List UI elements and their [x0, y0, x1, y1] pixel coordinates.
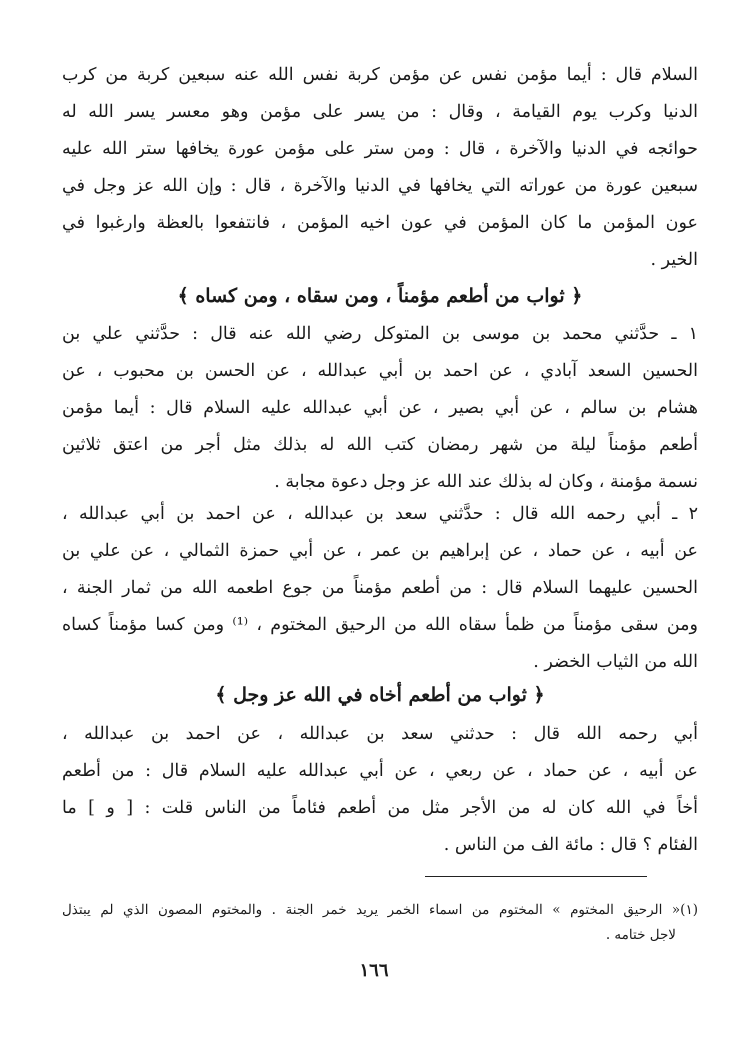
- text-line: سبعين عورة من عوراته التي يخافها في الدنيا والآخرة ، قال : وإن الله عز وجل في: [62, 176, 698, 196]
- text-line: الخير .: [650, 250, 698, 270]
- text-line: الحسين عليهما السلام قال : من أطعم مؤمناً من جوع اطعمه الله من ثمار الجنة ،: [62, 578, 698, 598]
- text-line: حوائجه في الدنيا والآخرة ، قال : ومن ستر على مؤمن عورة يخافها ستر الله عليه: [62, 139, 698, 159]
- text-line: عن أبيه ، عن حماد ، عن إبراهيم بن عمر ، عن أبي حمزة الثمالي ، عن علي بن: [62, 541, 698, 561]
- footnote-line: لاجل ختامه .: [605, 927, 676, 943]
- text-line: عون المؤمن ما كان المؤمن في عون اخيه المؤمن ، فانتفعوا بالعظة وارغبوا في: [62, 213, 698, 233]
- footnote-line: (١)« الرحيق المختوم » المختوم من اسماء الخمر يريد خمر الجنة . والمختوم المصون الذي لم يبتذل: [62, 902, 698, 918]
- text-line: أطعم مؤمناً ليلة من شهر رمضان كتب الله له بذلك مثل أجر من اعتق ثلاثين: [62, 435, 698, 455]
- text-line: ٢ ـ أبي رحمه الله قال : حدَّثني سعد بن عبدالله ، عن احمد بن أبي عبدالله ،: [62, 504, 698, 524]
- section-heading-brother: ﴿ ثواب من أطعم أخاه في الله عز وجل ﴾: [215, 684, 545, 706]
- hadith-1: [62, 316, 698, 501]
- text-line: ١ ـ حدَّثني محمد بن موسى بن المتوكل رضي الله عنه قال : حدَّثني علي بن: [62, 324, 698, 344]
- text-line: الدنيا وكرب يوم القيامة ، وقال : من يسر على مؤمن وهو معسر يسر الله له: [62, 102, 698, 122]
- footnote: [62, 898, 698, 948]
- footnote-divider: [425, 876, 647, 877]
- text-line: ومن سقى مؤمناً من ظمأ سقاه الله من الرحيق المختوم ، ⁽¹⁾ ومن كسا مؤمناً كساه: [62, 615, 698, 635]
- text-line: الله من الثياب الخضر .: [533, 652, 698, 672]
- text-line: السلام قال : أيما مؤمن نفس عن مؤمن كربة نفس الله عنه سبعين كربة من كرب: [62, 65, 698, 85]
- section-heading-feeding: ﴿ ثواب من أطعم مؤمناً ، ومن سقاه ، ومن كساه ﴾: [177, 285, 583, 307]
- text-line: نسمة مؤمنة ، وكان له بذلك عند الله عز وجل دعوة مجابة .: [274, 472, 698, 492]
- paragraph-continuation: [62, 57, 698, 279]
- text-line: الفئام ؟ قال : مائة الف من الناس .: [443, 835, 698, 855]
- text-line: الحسين السعد آبادي ، عن احمد بن أبي عبدالله ، عن الحسن بن محبوب ، عن: [62, 361, 698, 381]
- text-line: أخاً في الله كان له من الأجر مثل من أطعم فئاماً من الناس قلت : [ و ] ما: [62, 798, 698, 818]
- hadith-2: [62, 496, 698, 681]
- text-line: أبي رحمه الله قال : حدثني سعد بن عبدالله ، عن احمد بن عبدالله ،: [62, 724, 698, 744]
- hadith-3: [62, 716, 698, 864]
- text-line: عن أبيه ، عن حماد ، عن ربعي ، عن أبي عبدالله عليه السلام قال : من أطعم: [62, 761, 698, 781]
- text-line: هشام بن سالم ، عن أبي بصير ، عن أبي عبدالله عليه السلام قال : أيما مؤمن: [62, 398, 698, 418]
- page-number: ١٦٦: [359, 960, 389, 981]
